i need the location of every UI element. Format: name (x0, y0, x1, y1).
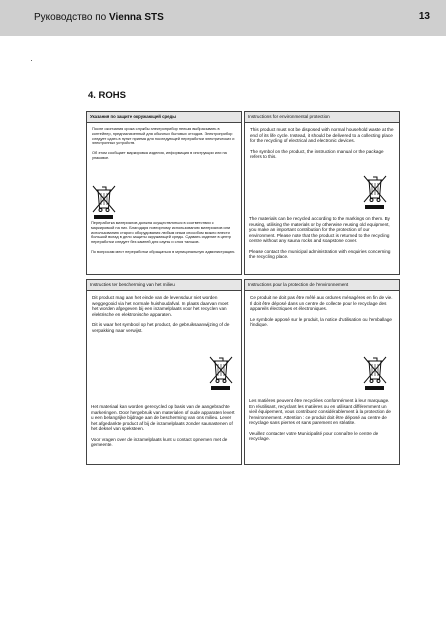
document-title (34, 12, 164, 23)
weee-bar-icon (211, 386, 230, 390)
box-paragraph: Dit product mag aan het einde van de levensduur niet worden weggegooid via het normale huishoudafval. In plaats daarvan moet het worden afgegeven bij een inzamelplaats voor het recyclen van elektrische en elektronische apparaten. (92, 295, 229, 317)
box-paragraph: Dit is waar het symbool op het product, de gebruiksaanwijzing of de verpakking naar verwijst. (92, 322, 230, 333)
weee-crossed-bin-icon (362, 355, 388, 385)
section-title: 4. ROHS (88, 90, 127, 101)
stray-mark (31, 60, 32, 61)
box-heading: Указания по защите окружающей среды (87, 112, 241, 123)
title-brand: Vienna STS (108, 12, 164, 23)
weee-crossed-bin-icon (208, 355, 234, 385)
en-lower-text (249, 216, 395, 260)
box-paragraph: Об этом сообщает маркировка изделия, информация в инструкции или на упаковке. (92, 150, 227, 160)
fr-lower-text (249, 398, 395, 442)
box-paragraph: The symbol on the product, the instruction manual or the package refers to this. (250, 148, 384, 159)
box-paragraph: Ce produit ne doit pas être mêlé aux ordures ménagères en fin de vie. Il doit être déposé dans un centre de collecte pour le recyclage des appareils électriques et électroniques. (250, 295, 393, 311)
ru-lower-text (91, 221, 237, 255)
box-paragraph: По вопросам мест переработки обращаться в муниципальную администрацию. (91, 248, 236, 254)
box-heading: Instructions for environmental protection (245, 112, 399, 123)
box-paragraph: Переработка материалов должна осуществляться в соответствии с маркировкой на них. Благодаря повторному использованию материалов или использованию старого оборудования любым иным способом можно внести большой вклад в дело защиты окружающей среды. Сдавать изделие в центр переработки следует без камней для сауны и слоя тальков. (91, 220, 232, 245)
weee-crossed-bin-icon (362, 174, 388, 204)
box-paragraph: Voor vragen over de inzamelplaats kunt u contact opnemen met de gemeente. (91, 436, 228, 447)
weee-bar-icon (365, 386, 384, 390)
page-header (0, 0, 446, 36)
title-prefix: Руководство по (34, 12, 109, 23)
nl-lower-text (91, 404, 237, 448)
box-paragraph: Les matières peuvent être recyclées conformément à leur marquage. En réutilisant, recyclant les matières ou en utilisant différemment un vieil équipement, vous contribuez considérablement à la protection de l'environnement. Attention : ce produit doit être déposé au centre de recyclage sans pierres et sans parement en stéatite. (249, 398, 391, 425)
weee-bar-icon (365, 205, 384, 209)
box-paragraph: This product must not be disposed with normal household waste at the end of its life cycle. Instead, it should be delivered to a collecting place for the recycling of electrical and electronic devices. (250, 127, 394, 143)
box-heading: Instructies ter bescherming van het milieu (87, 280, 241, 291)
page-number: 13 (418, 11, 430, 22)
box-paragraph: Het materiaal kan worden gerecycled op basis van de aangebrachte markeringen. Door hergebruik van materialen of oude apparaten levert u een belangrijke bijdrage aan de bescherming van ons milieu. Lever het afgedankte product af bij de inzamelplaats zonder saunastenen of het deksel van speksteen. (91, 404, 235, 431)
box-heading: Instructions pour la protection de l'environnement (245, 280, 399, 291)
box-paragraph: The materials can be recycled according to the markings on them. By reusing, utilising the materials or by otherwise reusing old equipment, you make an important contribution for the protection of our environment. Please note that the product is returned to the recycling centre without any sauna rocks and soapstone cover. (249, 216, 390, 243)
box-paragraph: Veuillez contacter votre Municipalité pour connaître le centre de recyclage. (249, 430, 379, 441)
box-paragraph: Please contact the municipal administration with enquiries concerning the recycling place. (249, 248, 391, 259)
box-paragraph: Le symbole apposé sur le produit, la notice d'utilisation ou l'emballage l'indique. (250, 316, 392, 327)
box-paragraph: После окончания срока службы электроприбор нельзя выбрасывать в контейнер, предназначенный для обычных бытовых отходов. Электроприбор следует сдать в пункт приема для последующей переработки электрических и электронных устройств. (92, 126, 235, 146)
weee-crossed-bin-icon (91, 184, 117, 214)
weee-bar-icon (94, 215, 113, 219)
